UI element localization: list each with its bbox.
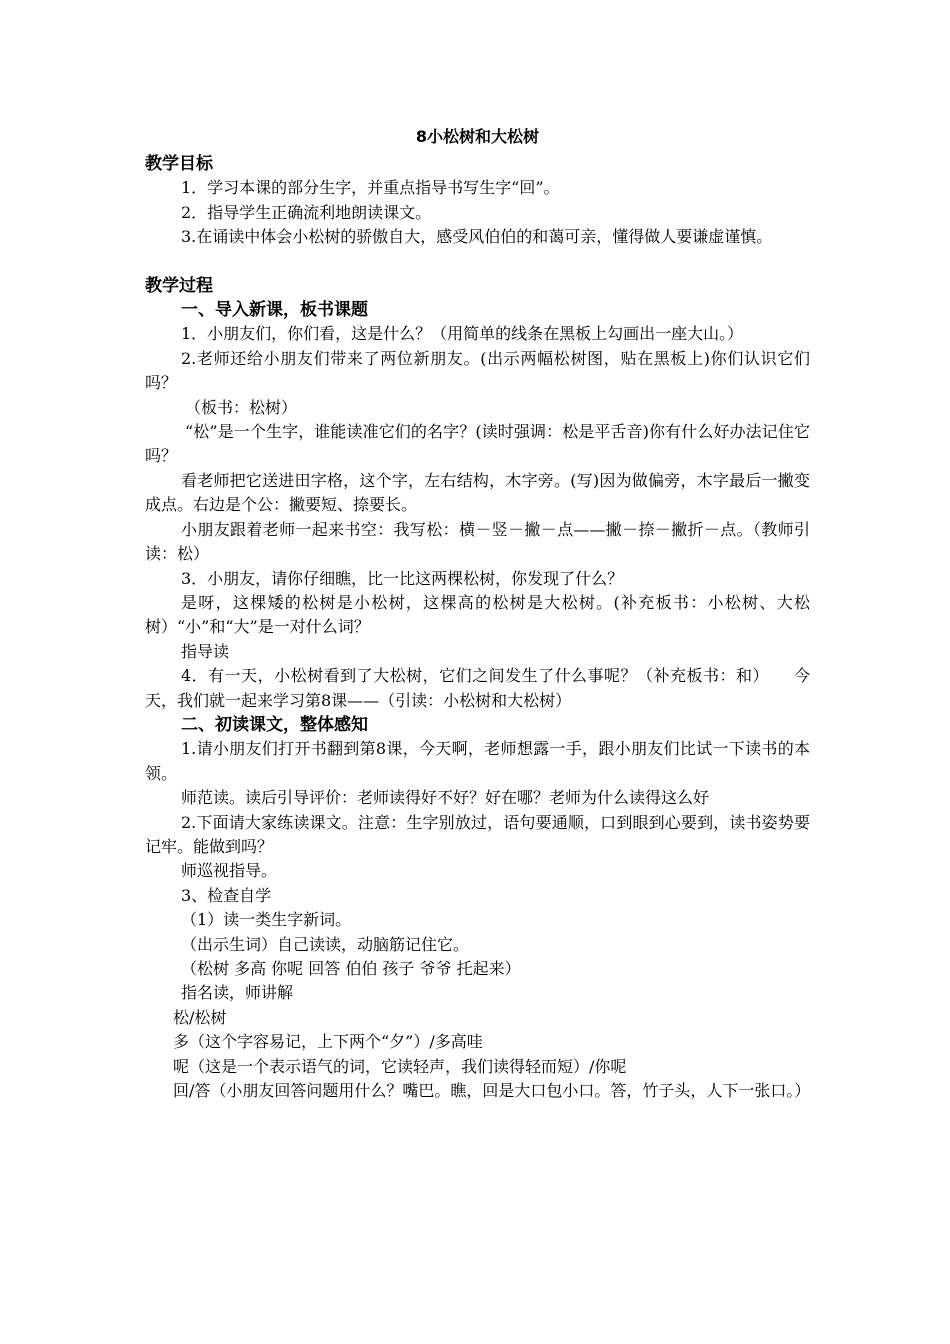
paragraph: （松树 多高 你呢 回答 伯伯 孩子 爷爷 托起来） — [181, 959, 521, 978]
word-explanation: 多（这个字容易记，上下两个“夕”）/多高哇 — [173, 1032, 483, 1052]
paragraph: 2.老师还给小朋友们带来了两位新朋友。(出示两幅松树图，贴在黑板上)你们认识它们吗？ — [145, 348, 810, 393]
paragraph: 1．小朋友们，你们看，这是什么？（用简单的线条在黑板上勾画出一座大山。） — [181, 324, 744, 344]
paragraph: 是呀，这棵矮的松树是小松树，这棵高的松树是大松树。(补充板书：小松树、大松树）“小”和“大”是一对什么词？ — [145, 592, 810, 637]
paragraph: （出示生词）自己读读，动脑筋记住它。 — [181, 934, 470, 954]
goal-item: 1．学习本课的部分生字，并重点指导书写生字“回”。 — [181, 178, 560, 198]
paragraph: 师范读。读后引导评价：老师读得好不好？好在哪？老师为什么读得这么好 — [181, 788, 710, 808]
heading-teaching-process: 教学过程 — [145, 275, 213, 296]
paragraph: 3、检查自学 — [181, 885, 272, 905]
paragraph: 师巡视指导。 — [181, 861, 278, 881]
paragraph: 3．小朋友，请你仔细瞧，比一比这两棵松树，你发现了什么？ — [181, 568, 624, 588]
heading-teaching-goals: 教学目标 — [145, 154, 213, 174]
paragraph: （板书：松树） — [185, 397, 298, 417]
paragraph: 小朋友跟着老师一起来书空：我写松：横－竖－撇－点——撇－捺－撇折－点。（教师引读：松） — [145, 519, 810, 564]
paragraph: 1.请小朋友们打开书翻到第8课，今天啊，老师想露一手，跟小朋友们比试一下读书的本领。 — [145, 739, 810, 783]
paragraph: （1）读一类生字新词。 — [181, 910, 352, 930]
spacer — [145, 250, 810, 274]
paragraph: 看老师把它送进田字格，这个字，左右结构，木字旁。(写)因为做偏旁，木字最后一撇变成点。右边是个公：撇要短、捺要长。 — [145, 470, 810, 515]
section-heading-intro: 一、导入新课，板书课题 — [181, 300, 368, 321]
word-explanation: 回/答（小朋友回答问题用什么？嘴巴。瞧，回是大口包小口。答，竹子头，人下一张口。） — [173, 1081, 811, 1101]
document-body — [145, 122, 810, 1103]
paragraph: “松”是一个生字，谁能读准它们的名字？(读时强调：松是平舌音)你有什么好办法记住它吗？ — [145, 422, 810, 466]
goal-item: 3.在诵读中体会小松树的骄傲自大，感受风伯伯的和蔼可亲，懂得做人要谦虚谨慎。 — [181, 227, 773, 247]
paragraph: 4．有一天，小松树看到了大松树，它们之间发生了什么事呢？（补充板书：和） 今天，我们就一起来学习第8课——（引读：小松树和大松树） — [145, 666, 810, 710]
word-explanation: 呢（这是一个表示语气的词，它读轻声，我们读得轻而短）/你呢 — [173, 1056, 627, 1076]
paragraph: 指导读 — [181, 641, 230, 661]
section-heading-first-reading: 二、初读课文，整体感知 — [181, 714, 368, 735]
lesson-title: 8小松树和大松树 — [415, 127, 540, 146]
paragraph: 指名读，师讲解 — [181, 983, 294, 1003]
goal-item: 2．指导学生正确流利地朗读课文。 — [181, 202, 432, 222]
paragraph: 2.下面请大家练读课文。注意：生字别放过，语句要通顺，口到眼到心要到，读书姿势要记牢。能做到吗？ — [145, 812, 810, 856]
word-explanation: 松/松树 — [173, 1007, 227, 1027]
